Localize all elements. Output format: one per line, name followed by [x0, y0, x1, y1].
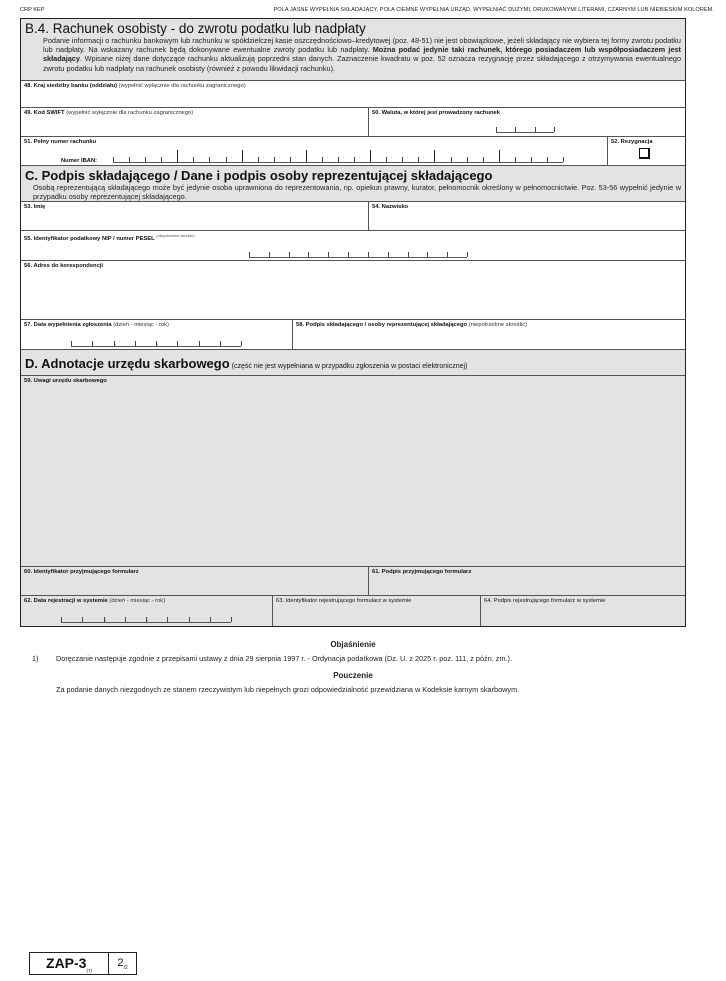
section-b4-header	[21, 19, 685, 81]
cell-tick	[92, 341, 93, 346]
cell-tick	[189, 617, 190, 622]
field-52-label: 52. Rezygnacja	[611, 139, 653, 145]
cell-tick	[499, 150, 500, 162]
cell-tick	[145, 157, 146, 162]
row-55	[21, 231, 685, 261]
cell-tick	[386, 157, 387, 162]
cell-tick	[408, 252, 409, 257]
cell-tick	[167, 617, 168, 622]
field-55-nip-pesel[interactable]: 55. Identyfikator podatkowy NIP / numer PESEL $^{(niepotrzebne skreślić)}$	[21, 231, 685, 260]
cell-tick	[515, 157, 516, 162]
row-57-58	[21, 320, 685, 350]
explanation-item-number: 1)	[32, 654, 39, 663]
cell-tick	[161, 157, 162, 162]
cell-tick	[467, 252, 468, 257]
registration-date-cells	[61, 616, 231, 623]
cell-tick	[328, 252, 329, 257]
cell-tick	[467, 157, 468, 162]
cell-tick	[193, 157, 194, 162]
form-footer	[29, 952, 137, 975]
cell-tick	[535, 127, 536, 132]
cell-tick	[61, 617, 62, 622]
row-49-50	[21, 108, 685, 137]
section-b4-title: B.4. Rachunek osobisty - do zwrotu podatku lub nadpłaty	[25, 21, 366, 36]
date-separator: .	[114, 341, 117, 347]
form-source-code: CRP KEP	[20, 7, 45, 13]
row-62-64	[21, 596, 685, 626]
field-63-label: 63. Identyfikator rejestrującego formularz w systemie	[276, 598, 412, 604]
cell-tick	[434, 150, 435, 162]
field-55-label: 55. Identyfikator podatkowy NIP / numer PESEL	[24, 235, 155, 242]
cell-tick	[210, 617, 211, 622]
iban-label: Numer IBAN:	[61, 158, 98, 164]
field-52-resignation	[607, 137, 685, 165]
date-separator: .	[147, 617, 149, 623]
section-c-header	[21, 166, 685, 202]
fill-date-cells[interactable]	[71, 340, 241, 347]
cell-tick	[427, 252, 428, 257]
field-59-office-notes	[21, 376, 685, 566]
cell-tick	[226, 157, 227, 162]
field-60-label: 60. Identyfikator przyjmującego formularz	[24, 569, 139, 575]
field-61-label: 61. Podpis przyjmującego formularz	[372, 569, 472, 575]
cell-tick	[451, 157, 452, 162]
field-59-label: 59. Uwagi urzędu skarbowego	[24, 378, 107, 384]
cell-tick	[515, 127, 516, 132]
cell-tick	[354, 157, 355, 162]
row-51-52	[21, 137, 685, 166]
instruction-text: Za podanie danych niezgodnych ze stanem rzeczywistym lub niepełnych grozi odpowiedzialność przewidziana w Kodeksie karnym skarbowym.	[56, 685, 520, 694]
cell-tick	[308, 252, 309, 257]
currency-cells[interactable]	[496, 126, 554, 133]
section-b4-description: Podanie informacji o rachunku bankowym lub rachunku w spółdzielczej kasie oszczędnościowo–kredytowej (poz. 48-51) nie jest obowiązkowe, jeżeli składający nie wybiera tej formy zwrotu podatku lub nadpłaty. Na wskazany rachunek będą dokonywane ewentualne zwroty podatku lub nadpłaty. Można podać jedynie taki rachunek, którego posiadaczem lub współposiadaczem jest składający. Wpisane niżej dane dotyczące rachunku aktualizują poprzedni stan danych. Zaznaczenie kwadratu w poz. 52 oznacza rezygnację przez składającego z otrzymywania ewentualnego zwrotu podatku lub nadpłaty na rachunek osobisty (również z powodu likwidacji rachunku).	[43, 36, 681, 73]
cell-tick	[290, 157, 291, 162]
section-d-title: D. Adnotacje urzędu skarbowego	[25, 356, 230, 371]
date-separator: .	[104, 617, 107, 623]
resignation-checkbox[interactable]	[639, 148, 650, 159]
cell-tick	[418, 157, 419, 162]
form-code: ZAP-$3_{(7)}$	[30, 953, 109, 974]
cell-tick	[249, 252, 250, 257]
notes-section	[20, 640, 686, 694]
cell-tick	[289, 252, 290, 257]
section-d-header	[21, 350, 685, 376]
cell-tick	[563, 157, 564, 162]
field-49-swift[interactable]: 49. Kod SWIFT (wypełnić wyłącznie dla rachunku zagranicznego)	[24, 110, 194, 116]
row-53-54	[21, 202, 685, 231]
cell-tick	[348, 252, 349, 257]
cell-tick	[483, 157, 484, 162]
field-63-registrar-id	[272, 596, 480, 626]
page-number: $2_{/2}$	[117, 957, 128, 972]
cell-tick	[547, 157, 548, 162]
field-60-receiver-id	[21, 567, 368, 595]
cell-tick	[177, 341, 178, 346]
date-separator: .	[157, 341, 159, 347]
field-53-first-name[interactable]	[21, 202, 368, 230]
explanation-item	[20, 654, 686, 663]
cell-tick	[402, 157, 403, 162]
cell-tick	[125, 617, 126, 622]
cell-tick	[531, 157, 532, 162]
row-56	[21, 261, 685, 320]
cell-tick	[368, 252, 369, 257]
field-49-label: 49. Kod SWIFT	[24, 110, 65, 116]
field-62-label: 62. Data rejestracji w systemie	[24, 598, 108, 604]
field-57-label: 57. Data wypełnienia zgłoszenia	[24, 322, 112, 328]
cell-tick	[269, 252, 270, 257]
row-60-61	[21, 567, 685, 596]
cell-tick	[71, 341, 72, 346]
row-59	[21, 376, 685, 567]
cell-tick	[220, 341, 221, 346]
cell-tick	[113, 157, 114, 162]
cell-tick	[177, 150, 178, 162]
top-instruction-bar	[20, 7, 714, 17]
field-53-label: 53. Imię	[24, 204, 46, 210]
field-56-address[interactable]	[21, 261, 685, 319]
cell-tick	[242, 150, 243, 162]
cell-tick	[388, 252, 389, 257]
field-57-fill-date[interactable]: 57. Data wypełnienia zgłoszenia (dzień - miesiąc - rok) . .	[21, 320, 292, 349]
field-62-registration-date: 62. Data rejestracji w systemie (dzień - miesiąc - rok) . .	[21, 596, 272, 626]
section-d-subtitle: (część nie jest wypełniana w przypadku zgłoszenia w postaci elektronicznej)	[229, 363, 468, 370]
cell-tick	[322, 157, 323, 162]
field-54-label: 54. Nazwisko	[372, 204, 409, 210]
field-64-registrar-signature	[480, 596, 685, 626]
fill-instructions: POLA JASNE WYPEŁNIA SKŁADAJĄCY, POLA CIEMNE WYPEŁNIA URZĄD. WYPEŁNIAĆ DUŻYMI, DRUKOWANYMI LITERAMI, CZARNYM LUB NIEBIESKIM KOLOREM.	[273, 7, 714, 13]
explanation-item-text: Doręczanie następuje zgodnie z przepisami ustawy z dnia 29 sierpnia 1997 r. - Ordynacja podatkowa (Dz. U. z 2025 r. poz. 111, z późn. zm.).	[56, 654, 513, 663]
cell-tick	[135, 341, 136, 346]
field-51-account-number[interactable]	[21, 137, 607, 165]
cell-tick	[554, 127, 555, 132]
field-58-signature[interactable]: 58. Podpis składającego / osoby reprezentującej składającego (niepotrzebne skreślić)	[292, 320, 685, 349]
field-64-label: 64. Podpis rejestrującego formularz w systemie	[484, 598, 606, 604]
field-50-currency[interactable]	[368, 108, 685, 136]
cell-tick	[496, 127, 497, 132]
cell-tick	[447, 252, 448, 257]
cell-tick	[274, 157, 275, 162]
field-61-receiver-signature	[368, 567, 685, 595]
nip-pesel-cells[interactable]	[249, 251, 467, 258]
cell-tick	[199, 341, 200, 346]
cell-tick	[129, 157, 130, 162]
form-page	[20, 18, 686, 627]
explanation-heading: Objaśnienie	[330, 640, 376, 649]
cell-tick	[209, 157, 210, 162]
field-56-label: 56. Adres do korespondencji	[24, 263, 104, 269]
field-51-label: 51. Pełny numer rachunku	[24, 139, 97, 145]
field-48-bank-country[interactable]: 48. Kraj siedziby banku (oddziału) (wypełnić wyłącznie dla rachunku zagranicznego)	[24, 83, 246, 89]
cell-tick	[338, 157, 339, 162]
field-58-label: 58. Podpis składającego / osoby reprezentującej składającego	[296, 322, 468, 328]
iban-cells[interactable]	[113, 156, 563, 163]
field-48-label: 48. Kraj siedziby banku (oddziału)	[24, 83, 118, 89]
section-c-title: C. Podpis składającego / Dane i podpis osoby reprezentującej składającego	[25, 168, 493, 183]
instruction-heading: Pouczenie	[333, 671, 373, 680]
cell-tick	[370, 150, 371, 162]
row-48	[21, 81, 685, 108]
field-50-label: 50. Waluta, w której jest prowadzony rachunek	[372, 110, 500, 116]
cell-tick	[82, 617, 83, 622]
field-54-last-name[interactable]	[368, 202, 685, 230]
cell-tick	[231, 617, 232, 622]
section-c-description: Osobą reprezentującą składającego może być jedynie osoba uprawniona do reprezentowania, np. opiekun prawny, kurator, pełnomocnik określony w pełnomocnictwie. Poz. 53-56 wypełnić jedynie w przypadku osoby reprezentującej składającego.	[33, 183, 681, 202]
cell-tick	[258, 157, 259, 162]
cell-tick	[241, 341, 242, 346]
cell-tick	[306, 150, 307, 162]
